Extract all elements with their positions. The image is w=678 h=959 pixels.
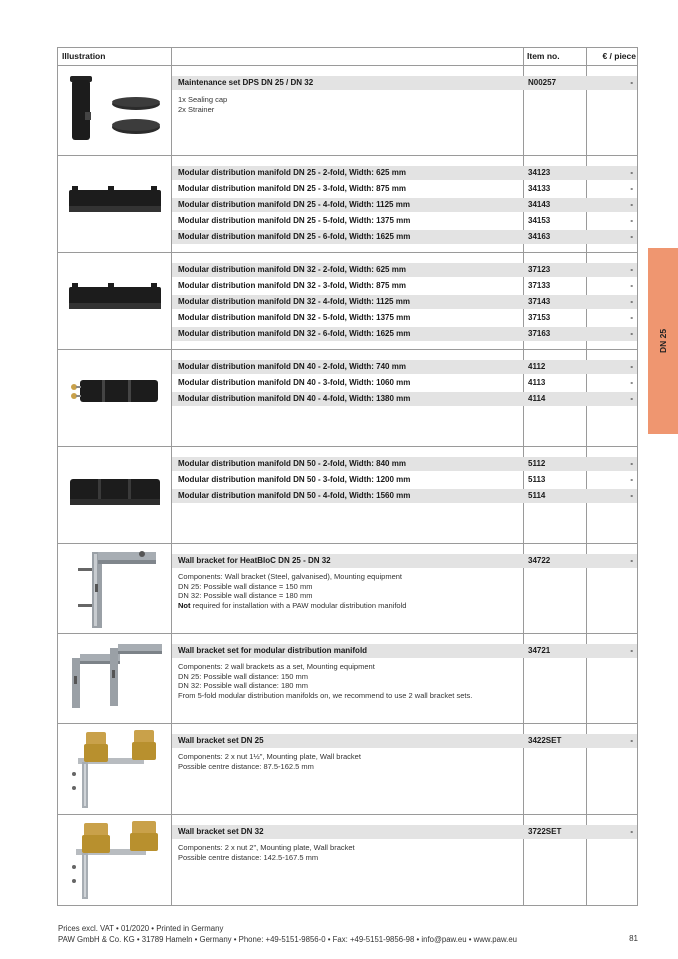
price: - — [630, 200, 633, 209]
product-description: Modular distribution manifold DN 40 - 4-fold, Width: 1380 mm — [178, 394, 411, 403]
item-number: 3722SET — [528, 827, 562, 836]
section-wall-bracket-set-dn32 — [58, 815, 637, 905]
product-row — [172, 489, 637, 503]
item-number: 4114 — [528, 394, 546, 403]
price: - — [630, 313, 633, 322]
item-number: 37153 — [528, 313, 551, 322]
section-tab-label: DN 25 — [658, 328, 668, 354]
price: - — [630, 297, 633, 306]
price: - — [630, 216, 633, 225]
section-tab — [648, 248, 678, 434]
manifold-dn40-icon — [58, 350, 171, 446]
section-wall-bracket — [58, 544, 637, 633]
price: - — [630, 281, 633, 290]
product-row — [172, 376, 637, 390]
product-details: Components: Wall bracket (Steel, galvanised), Mounting equipment DN 25: Possible wall distance = 150 mm DN 32: Possible wall distance = 180 mm Not required for installation with a PAW modular distribution manifold — [178, 572, 407, 610]
price: - — [630, 459, 633, 468]
product-row — [172, 311, 637, 325]
price: - — [630, 78, 633, 87]
illustration-cell — [58, 544, 171, 633]
product-description: Modular distribution manifold DN 25 - 2-fold, Width: 625 mm — [178, 168, 406, 177]
item-number: 5114 — [528, 491, 546, 500]
header-price: € / piece — [602, 51, 636, 61]
product-row — [172, 327, 637, 341]
product-description: Wall bracket set DN 32 — [178, 827, 264, 836]
illustration-cell — [58, 253, 171, 349]
product-row — [172, 360, 637, 374]
price: - — [630, 736, 633, 745]
product-row — [172, 392, 637, 406]
product-description: Maintenance set DPS DN 25 / DN 32 — [178, 78, 314, 87]
price: - — [630, 378, 633, 387]
page-number: 81 — [629, 934, 638, 943]
product-description: Wall bracket set DN 25 — [178, 736, 264, 745]
price: - — [630, 556, 633, 565]
item-number: 37143 — [528, 297, 551, 306]
price: - — [630, 827, 633, 836]
footer-line-1: Prices excl. VAT • 01/2020 • Printed in Germany — [58, 924, 224, 933]
price: - — [630, 646, 633, 655]
product-description: Modular distribution manifold DN 25 - 6-fold, Width: 1625 mm — [178, 232, 411, 241]
item-number: 4113 — [528, 378, 546, 387]
product-description: Modular distribution manifold DN 50 - 2-fold, Width: 840 mm — [178, 459, 406, 468]
illustration-cell — [58, 447, 171, 543]
product-description: Modular distribution manifold DN 32 - 3-fold, Width: 875 mm — [178, 281, 406, 290]
product-details: Components: 2 x nut 1½", Mounting plate, Wall bracket Possible centre distance: 87.5-162.5 mm — [178, 752, 361, 771]
item-number: 34123 — [528, 168, 551, 177]
price: - — [630, 362, 633, 371]
price: - — [630, 265, 633, 274]
product-row — [172, 644, 637, 658]
product-description: Wall bracket for HeatBloC DN 25 - DN 32 — [178, 556, 331, 565]
illustration-cell — [58, 66, 171, 155]
product-description: Modular distribution manifold DN 25 - 3-fold, Width: 875 mm — [178, 184, 406, 193]
item-number: 5112 — [528, 459, 546, 468]
product-row — [172, 825, 637, 839]
section-manifold-dn50 — [58, 447, 637, 543]
product-details: Components: 2 x nut 2", Mounting plate, Wall bracket Possible centre distance: 142.5-167.5 mm — [178, 843, 355, 862]
section-wall-bracket-set — [58, 634, 637, 723]
item-number: N00257 — [528, 78, 557, 87]
product-row — [172, 279, 637, 293]
product-row — [172, 473, 637, 487]
footer-line-2: PAW GmbH & Co. KG • 31789 Hameln • Germany • Phone: +49-5151-9856-0 • Fax: +49-5151-9856-98 • info@paw.eu • www.paw.eu — [58, 935, 517, 944]
maintenance-set-icon — [58, 66, 171, 155]
product-row — [172, 214, 637, 228]
price: - — [630, 475, 633, 484]
product-row — [172, 230, 637, 244]
item-number: 4112 — [528, 362, 546, 371]
item-number: 34721 — [528, 646, 551, 655]
product-row — [172, 76, 637, 90]
item-number: 3422SET — [528, 736, 562, 745]
product-row — [172, 457, 637, 471]
product-description: Modular distribution manifold DN 25 - 4-fold, Width: 1125 mm — [178, 200, 410, 209]
product-row — [172, 734, 637, 748]
section-wall-bracket-set-dn25 — [58, 724, 637, 814]
illustration-cell — [58, 724, 171, 814]
wall-bracket-set-icon — [58, 634, 171, 723]
price-table — [57, 47, 638, 906]
product-row — [172, 295, 637, 309]
illustration-cell — [58, 634, 171, 723]
product-row — [172, 166, 637, 180]
item-number: 37133 — [528, 281, 551, 290]
product-description: Modular distribution manifold DN 32 - 4-fold, Width: 1125 mm — [178, 297, 410, 306]
item-number: 34143 — [528, 200, 551, 209]
product-description: Modular distribution manifold DN 50 - 3-fold, Width: 1200 mm — [178, 475, 411, 484]
price: - — [630, 329, 633, 338]
header-item-no: Item no. — [527, 51, 560, 61]
price: - — [630, 232, 633, 241]
manifold-icon — [58, 156, 171, 252]
product-description: Modular distribution manifold DN 25 - 5-fold, Width: 1375 mm — [178, 216, 411, 225]
item-number: 37123 — [528, 265, 551, 274]
item-number: 34153 — [528, 216, 551, 225]
item-number: 34722 — [528, 556, 551, 565]
product-description: Modular distribution manifold DN 40 - 3-fold, Width: 1060 mm — [178, 378, 411, 387]
product-description: Modular distribution manifold DN 32 - 2-fold, Width: 625 mm — [178, 265, 406, 274]
section-manifold-dn25 — [58, 156, 637, 252]
item-number: 37163 — [528, 329, 551, 338]
illustration-cell — [58, 815, 171, 905]
price: - — [630, 491, 633, 500]
product-row — [172, 198, 637, 212]
illustration-cell — [58, 156, 171, 252]
product-details: 1x Sealing cap 2x Strainer — [178, 95, 228, 114]
item-number: 34163 — [528, 232, 551, 241]
illustration-cell — [58, 350, 171, 446]
manifold-icon — [58, 253, 171, 349]
product-row — [172, 263, 637, 277]
section-manifold-dn40 — [58, 350, 637, 446]
product-description: Modular distribution manifold DN 32 - 5-fold, Width: 1375 mm — [178, 313, 411, 322]
product-description: Modular distribution manifold DN 32 - 6-fold, Width: 1625 mm — [178, 329, 411, 338]
section-manifold-dn32 — [58, 253, 637, 349]
price: - — [630, 394, 633, 403]
product-description: Modular distribution manifold DN 40 - 2-fold, Width: 740 mm — [178, 362, 406, 371]
product-row — [172, 182, 637, 196]
brass-nut-bracket-icon — [58, 724, 171, 814]
product-row — [172, 554, 637, 568]
section-maintenance-set — [58, 66, 637, 155]
manifold-dn50-icon — [58, 447, 171, 543]
product-description: Wall bracket set for modular distribution manifold — [178, 646, 368, 655]
item-number: 34133 — [528, 184, 551, 193]
header-illustration: Illustration — [62, 51, 106, 61]
product-description: Modular distribution manifold DN 50 - 4-fold, Width: 1560 mm — [178, 491, 411, 500]
brass-nut-bracket-icon — [58, 815, 171, 905]
product-details: Components: 2 wall brackets as a set, Mounting equipment DN 25: Possible wall distance: 150 mm DN 32: Possible wall distance: 180 mm From 5-fold modular distribution manifolds on, we recommend to use 2 wall bracket sets. — [178, 662, 473, 700]
wall-bracket-icon — [58, 544, 171, 633]
price: - — [630, 184, 633, 193]
price: - — [630, 168, 633, 177]
item-number: 5113 — [528, 475, 546, 484]
